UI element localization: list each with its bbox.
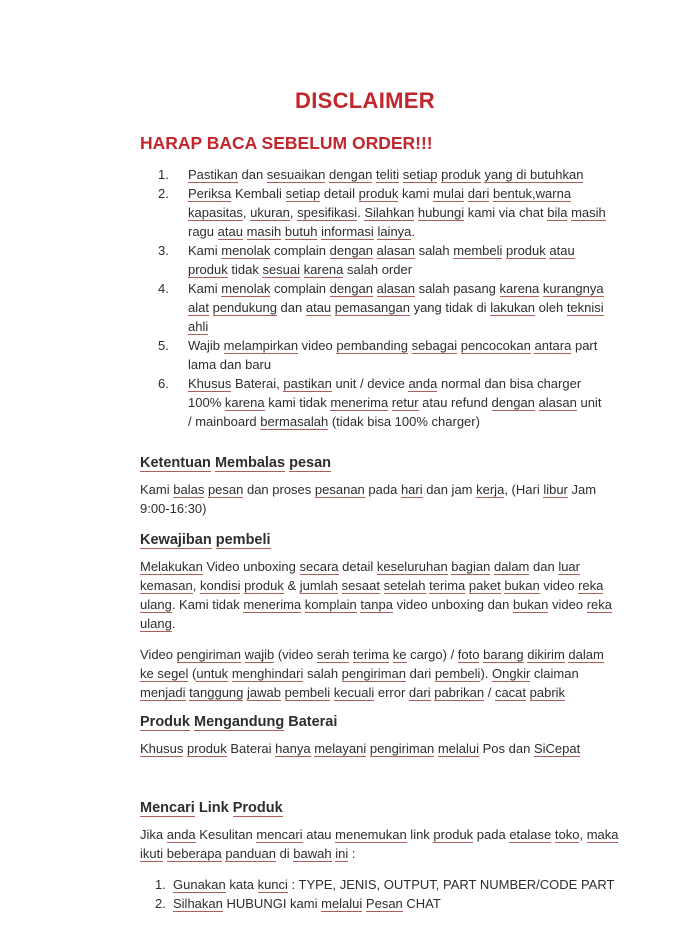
spellcheck-underlined-word: terima <box>353 647 390 662</box>
text-line <box>140 825 619 844</box>
spellcheck-underlined-word: masih <box>571 205 606 220</box>
spellcheck-underlined-word: hanya <box>275 741 311 756</box>
spellcheck-underlined-word: terima <box>429 578 466 593</box>
spellcheck-underlined-word: melalui <box>321 896 363 911</box>
spellcheck-underlined-word: cacat <box>494 685 527 700</box>
spellcheck-underlined-word: balas <box>173 482 205 497</box>
spellcheck-underlined-word: melayani <box>314 741 367 756</box>
spellcheck-underlined-word: pembeli <box>215 532 271 548</box>
text-run: complain <box>270 281 330 296</box>
text-run: , <box>192 578 200 593</box>
spellcheck-underlined-word: etalase <box>509 827 552 842</box>
text-run: 9:00-16:30) <box>140 501 207 516</box>
list-item <box>140 184 606 241</box>
spellcheck-underlined-word: atau <box>217 224 243 239</box>
list-number: 1. <box>155 877 166 892</box>
spellcheck-underlined-word: menerima <box>243 597 302 612</box>
spellcheck-underlined-word: paket <box>468 578 501 593</box>
spellcheck-underlined-word: teliti <box>375 167 400 182</box>
spellcheck-underlined-word: Mengandung <box>193 714 285 730</box>
spellcheck-underlined-word: kunci <box>257 877 288 892</box>
text-run: HUBUNGI kami <box>222 896 322 911</box>
spellcheck-underlined-word: Kewajiban <box>140 532 212 548</box>
text-run: ragu <box>188 224 218 239</box>
spellcheck-underlined-word: hubungi <box>417 205 465 220</box>
text-run: Baterai, <box>231 376 284 391</box>
list-item <box>140 241 590 279</box>
spellcheck-underlined-word: produk <box>358 186 399 201</box>
spellcheck-underlined-word: bukan <box>504 578 540 593</box>
text-run: salah <box>414 243 454 258</box>
text-line <box>140 664 590 683</box>
spellcheck-underlined-word: kecuali <box>333 685 375 700</box>
text-run: Kami <box>188 243 222 258</box>
spellcheck-underlined-word: Ongkir <box>492 666 531 681</box>
text-run: (tidak bisa 100% charger) <box>328 414 480 429</box>
text-run: dari <box>406 666 435 681</box>
list-item-text <box>188 374 601 431</box>
spellcheck-underlined-word: panduan <box>225 846 276 861</box>
spellcheck-underlined-word: Khusus <box>188 376 232 391</box>
text-run: yang tidak di <box>409 300 491 315</box>
spellcheck-underlined-word: dengan <box>329 243 374 258</box>
spellcheck-underlined-word: anda <box>166 827 196 842</box>
spellcheck-underlined-word: produk <box>441 167 481 182</box>
text-run: CHAT <box>402 896 441 911</box>
document-title: DISCLAIMER <box>295 88 435 113</box>
spellcheck-underlined-word: kapasitas <box>188 205 243 220</box>
list-item-text <box>188 184 606 241</box>
spellcheck-underlined-word: jawab <box>247 685 281 700</box>
spellcheck-underlined-word: ukuran <box>250 205 290 220</box>
text-line <box>188 317 604 336</box>
spellcheck-underlined-word: luar <box>558 559 580 574</box>
text-run: unit / device <box>331 376 409 391</box>
spellcheck-underlined-word: butuh <box>284 224 318 239</box>
text-run: unit <box>576 395 602 410</box>
section-heading <box>140 800 590 816</box>
text-line <box>173 875 614 894</box>
spellcheck-underlined-word: produk <box>506 243 546 258</box>
spellcheck-underlined-word: dari <box>408 685 431 700</box>
text-run: dan <box>237 167 267 182</box>
text-line <box>188 184 606 203</box>
text-run: link <box>406 827 434 842</box>
spellcheck-underlined-word: Melakukan <box>140 559 203 574</box>
document-body <box>140 165 619 913</box>
text-line <box>173 894 590 913</box>
list-item-text <box>173 894 590 913</box>
spellcheck-underlined-word: pembanding <box>336 338 408 353</box>
text-run: Kembali <box>231 186 286 201</box>
text-line <box>188 355 597 374</box>
ordered-list <box>140 165 606 431</box>
text-run: lama dan baru <box>188 357 272 372</box>
spellcheck-underlined-word: serah <box>316 647 350 662</box>
spellcheck-underlined-word: setiap <box>285 186 321 201</box>
text-line <box>140 595 612 614</box>
text-line <box>140 844 590 863</box>
text-run: complain <box>270 243 330 258</box>
spellcheck-underlined-word: menerima <box>330 395 389 410</box>
list-number: 3. <box>158 243 169 258</box>
spellcheck-underlined-word: masih <box>246 224 282 239</box>
text-run: . <box>171 616 176 631</box>
list-number: 4. <box>158 281 169 296</box>
list-number: 6. <box>158 376 169 391</box>
spellcheck-underlined-word: ikuti <box>140 846 164 861</box>
spellcheck-underlined-word: pembeli <box>284 685 331 700</box>
text-line <box>140 645 604 664</box>
text-line <box>140 576 604 595</box>
spellcheck-underlined-word: dengan <box>491 395 535 410</box>
text-line <box>188 393 601 412</box>
text-run: Wajib <box>188 338 224 353</box>
spellcheck-underlined-word: pengiriman <box>341 666 406 681</box>
text-run: , <box>579 827 587 842</box>
spellcheck-underlined-word: lakukan <box>490 300 535 315</box>
spellcheck-underlined-word: menghindari <box>231 666 304 681</box>
text-run: 100% <box>188 395 225 410</box>
spellcheck-underlined-word: antara <box>534 338 572 353</box>
text-line <box>188 298 604 317</box>
spellcheck-underlined-word: lainya <box>377 224 412 239</box>
spellcheck-underlined-word: pabrikan <box>434 685 485 700</box>
list-item-text <box>188 336 597 374</box>
spellcheck-underlined-word: anda <box>408 376 438 391</box>
text-run: / <box>484 685 495 700</box>
text-line <box>188 165 590 184</box>
spellcheck-underlined-word: Membalas <box>214 455 286 471</box>
text-run: , (Hari <box>504 482 544 497</box>
spellcheck-underlined-word: karena <box>499 281 540 296</box>
spellcheck-underlined-word: sebagai <box>411 338 458 353</box>
spellcheck-underlined-word: Khusus <box>140 741 184 756</box>
text-line <box>188 241 590 260</box>
spellcheck-underlined-word: tanggung <box>189 685 244 700</box>
spellcheck-underlined-word: wajib <box>244 647 275 662</box>
text-run: Baterai <box>284 714 338 730</box>
text-run: Kami <box>140 482 174 497</box>
spellcheck-underlined-word: bagian <box>451 559 491 574</box>
spellcheck-underlined-word: setelah <box>383 578 426 593</box>
spellcheck-underlined-word: SiCepat <box>533 741 581 756</box>
spellcheck-underlined-word: untuk <box>196 666 229 681</box>
list-item <box>140 336 598 374</box>
list-number: 2. <box>158 186 169 201</box>
spellcheck-underlined-word: kondisi <box>199 578 241 593</box>
list-number: 5. <box>158 338 169 353</box>
text-run: & <box>283 578 300 593</box>
text-run: Video unboxing <box>202 559 300 574</box>
text-run: pada <box>364 482 401 497</box>
spellcheck-underlined-word: membeli <box>453 243 503 258</box>
ordered-list <box>140 875 615 913</box>
spellcheck-underlined-word: tanpa <box>360 597 393 612</box>
spellcheck-underlined-word: Pastikan <box>188 167 238 182</box>
spellcheck-underlined-word: bawah <box>293 846 332 861</box>
text-run: Jika <box>140 827 167 842</box>
spellcheck-underlined-word: Silhakan <box>173 896 223 911</box>
spellcheck-underlined-word: bermasalah <box>260 414 329 429</box>
text-run: kami via chat <box>464 205 548 220</box>
spellcheck-underlined-word: Gunakan <box>173 877 226 892</box>
text-line <box>140 480 597 499</box>
spellcheck-underlined-word: melampirkan <box>223 338 299 353</box>
text-run: tidak <box>227 262 263 277</box>
text-run: claiman <box>530 666 579 681</box>
text-run: atau <box>302 827 336 842</box>
spellcheck-underlined-word: kemasan <box>140 578 193 593</box>
text-line <box>188 374 601 393</box>
spellcheck-underlined-word: alat <box>188 300 209 315</box>
spellcheck-underlined-word: produk <box>244 578 284 593</box>
spellcheck-underlined-word: atau <box>305 300 332 315</box>
text-run: ). <box>480 666 492 681</box>
text-run: normal dan bisa charger <box>437 376 582 391</box>
spellcheck-underlined-word: pengiriman <box>369 741 435 756</box>
text-line <box>188 412 601 431</box>
text-line <box>188 336 597 355</box>
list-item <box>140 894 590 913</box>
spellcheck-underlined-word: toko <box>554 827 580 842</box>
spellcheck-underlined-word: maka <box>586 827 619 842</box>
text-run: / mainboard <box>188 414 261 429</box>
spellcheck-underlined-word: dengan <box>328 167 373 182</box>
list-item-text <box>188 241 590 279</box>
spellcheck-underlined-word: Pesan <box>365 896 403 911</box>
spellcheck-underlined-word: Periksa <box>188 186 232 201</box>
text-run: di <box>275 846 294 861</box>
list-item <box>140 165 590 184</box>
paragraph <box>140 480 597 518</box>
list-item-text <box>188 279 604 336</box>
spellcheck-underlined-word: menolak <box>221 281 271 296</box>
spellcheck-underlined-word: kerja <box>476 482 505 497</box>
spellcheck-underlined-word: pastikan <box>283 376 332 391</box>
text-run: Kesulitan <box>195 827 257 842</box>
spellcheck-underlined-word: bentuk,warna <box>493 186 572 201</box>
spellcheck-underlined-word: teknisi <box>566 300 604 315</box>
text-run: kata <box>225 877 258 892</box>
spellcheck-underlined-word: bila <box>547 205 568 220</box>
spellcheck-underlined-word: ahli <box>188 319 209 334</box>
text-line <box>188 279 604 298</box>
spellcheck-underlined-word: Produk <box>232 800 283 816</box>
spellcheck-underlined-word: pemasangan <box>334 300 410 315</box>
paragraph <box>140 825 619 863</box>
text-run: , <box>242 205 251 220</box>
spellcheck-underlined-word: pabrik <box>529 685 566 700</box>
spellcheck-underlined-word: libur <box>543 482 568 497</box>
spellcheck-underlined-word: spesifikasi <box>297 205 358 220</box>
text-run: error <box>374 685 409 700</box>
spellcheck-underlined-word: pesan <box>289 455 332 471</box>
spellcheck-underlined-word: dari <box>467 186 490 201</box>
spellcheck-underlined-word: dalam <box>568 647 604 662</box>
list-item <box>140 875 615 894</box>
text-line <box>188 222 606 241</box>
spellcheck-underlined-word: yang di butuhkan <box>484 167 584 182</box>
text-line <box>140 739 590 758</box>
text-run: kami <box>398 186 433 201</box>
spellcheck-underlined-word: setiap <box>402 167 438 182</box>
spellcheck-underlined-word: sesuai <box>262 262 301 277</box>
paragraph <box>140 557 612 633</box>
text-run: Link <box>194 800 233 816</box>
text-run: cargo) / <box>406 647 458 662</box>
spellcheck-underlined-word: retur <box>391 395 419 410</box>
text-run: Video <box>140 647 177 662</box>
spellcheck-underlined-word: dalam <box>493 559 530 574</box>
spellcheck-underlined-word: produk <box>188 262 228 277</box>
spellcheck-underlined-word: pesanan <box>314 482 365 497</box>
text-run: detail <box>338 559 377 574</box>
text-line <box>188 203 606 222</box>
spellcheck-underlined-word: keseluruhan <box>376 559 448 574</box>
spellcheck-underlined-word: alasan <box>538 395 577 410</box>
text-run: ( <box>188 666 197 681</box>
section-heading <box>140 532 590 548</box>
list-number: 1. <box>158 167 169 182</box>
text-run: dan <box>529 559 559 574</box>
spellcheck-underlined-word: Mencari <box>140 800 195 816</box>
section-heading <box>140 714 590 730</box>
spellcheck-underlined-word: melalui <box>437 741 480 756</box>
spellcheck-underlined-word: menolak <box>221 243 271 258</box>
text-run: detail <box>320 186 359 201</box>
text-run: oleh <box>535 300 567 315</box>
warning-heading: HARAP BACA SEBELUM ORDER!!! <box>140 133 433 153</box>
text-run: , <box>289 205 298 220</box>
text-run: Jam <box>567 482 597 497</box>
text-line <box>140 557 590 576</box>
text-run: salah <box>303 666 342 681</box>
text-line <box>140 499 590 518</box>
spellcheck-underlined-word: reka <box>586 597 612 612</box>
spellcheck-underlined-word: menemukan <box>335 827 407 842</box>
spellcheck-underlined-word: foto <box>457 647 480 662</box>
spellcheck-underlined-word: ulang <box>140 597 172 612</box>
list-item-text <box>188 165 590 184</box>
text-run: Pos dan <box>479 741 534 756</box>
text-run: kami tidak <box>264 395 331 410</box>
spellcheck-underlined-word: hari <box>400 482 423 497</box>
list-number: 2. <box>155 896 166 911</box>
text-run: : TYPE, JENIS, OUTPUT, PART NUMBER/CODE PART <box>287 877 615 892</box>
text-run: pada <box>473 827 510 842</box>
text-run: part <box>571 338 598 353</box>
spellcheck-underlined-word: pengiriman <box>176 647 241 662</box>
spellcheck-underlined-word: pendukung <box>212 300 277 315</box>
list-item <box>140 374 602 431</box>
text-run: video <box>298 338 337 353</box>
spellcheck-underlined-word: jumlah <box>299 578 339 593</box>
text-line <box>140 683 590 702</box>
paragraph <box>140 645 604 702</box>
spellcheck-underlined-word: mulai <box>433 186 465 201</box>
spellcheck-underlined-word: produk <box>433 827 474 842</box>
text-run: salah pasang <box>414 281 500 296</box>
spellcheck-underlined-word: produk <box>187 741 227 756</box>
spellcheck-underlined-word: pencocokan <box>460 338 531 353</box>
text-run: salah order <box>343 262 413 277</box>
spellcheck-underlined-word: komplain <box>304 597 357 612</box>
text-run: video <box>539 578 579 593</box>
text-run <box>535 395 539 410</box>
section-heading <box>140 455 590 471</box>
text-run: dan <box>276 300 306 315</box>
spellcheck-underlined-word: alasan <box>376 281 415 296</box>
spellcheck-underlined-word: pembeli <box>434 666 481 681</box>
text-line <box>140 614 590 633</box>
spellcheck-underlined-word: karena <box>303 262 344 277</box>
text-run: (video <box>274 647 317 662</box>
spellcheck-underlined-word: pesan <box>207 482 244 497</box>
text-run: . <box>411 224 416 239</box>
spellcheck-underlined-word: sesaat <box>341 578 380 593</box>
text-line <box>188 260 590 279</box>
spellcheck-underlined-word: atau <box>549 243 575 258</box>
text-run: . <box>357 205 365 220</box>
paragraph <box>140 739 590 758</box>
spellcheck-underlined-word: ulang <box>140 616 172 631</box>
text-run: . Kami tidak <box>171 597 244 612</box>
spellcheck-underlined-word: alasan <box>376 243 415 258</box>
spellcheck-underlined-word: sesuaikan <box>266 167 326 182</box>
spellcheck-underlined-word: ke <box>392 647 407 662</box>
spellcheck-underlined-word: beberapa <box>166 846 222 861</box>
spellcheck-underlined-word: barang <box>483 647 524 662</box>
spellcheck-underlined-word: ke segel <box>140 666 189 681</box>
text-run: atau refund <box>418 395 492 410</box>
text-run: video unboxing dan <box>392 597 513 612</box>
spellcheck-underlined-word: Silahkan <box>364 205 415 220</box>
spellcheck-underlined-word: kurangnya <box>542 281 604 296</box>
spellcheck-underlined-word: menjadi <box>140 685 186 700</box>
spellcheck-underlined-word: mencari <box>256 827 303 842</box>
spellcheck-underlined-word: secara <box>299 559 339 574</box>
text-run: Kami <box>188 281 222 296</box>
spellcheck-underlined-word: reka <box>578 578 604 593</box>
spellcheck-underlined-word: bukan <box>512 597 549 612</box>
list-item <box>140 279 604 336</box>
spellcheck-underlined-word: Ketentuan <box>140 455 211 471</box>
text-run: Baterai <box>226 741 276 756</box>
spellcheck-underlined-word: informasi <box>321 224 374 239</box>
spellcheck-underlined-word: Produk <box>140 714 190 730</box>
list-item-text <box>173 875 614 894</box>
text-run: dan proses <box>243 482 315 497</box>
text-run: dan jam <box>422 482 477 497</box>
spellcheck-underlined-word: ini <box>335 846 349 861</box>
spellcheck-underlined-word: dengan <box>329 281 374 296</box>
text-run: : <box>348 846 356 861</box>
spellcheck-underlined-word: karena <box>224 395 265 410</box>
spellcheck-underlined-word: dikirim <box>527 647 565 662</box>
text-run: video <box>548 597 587 612</box>
